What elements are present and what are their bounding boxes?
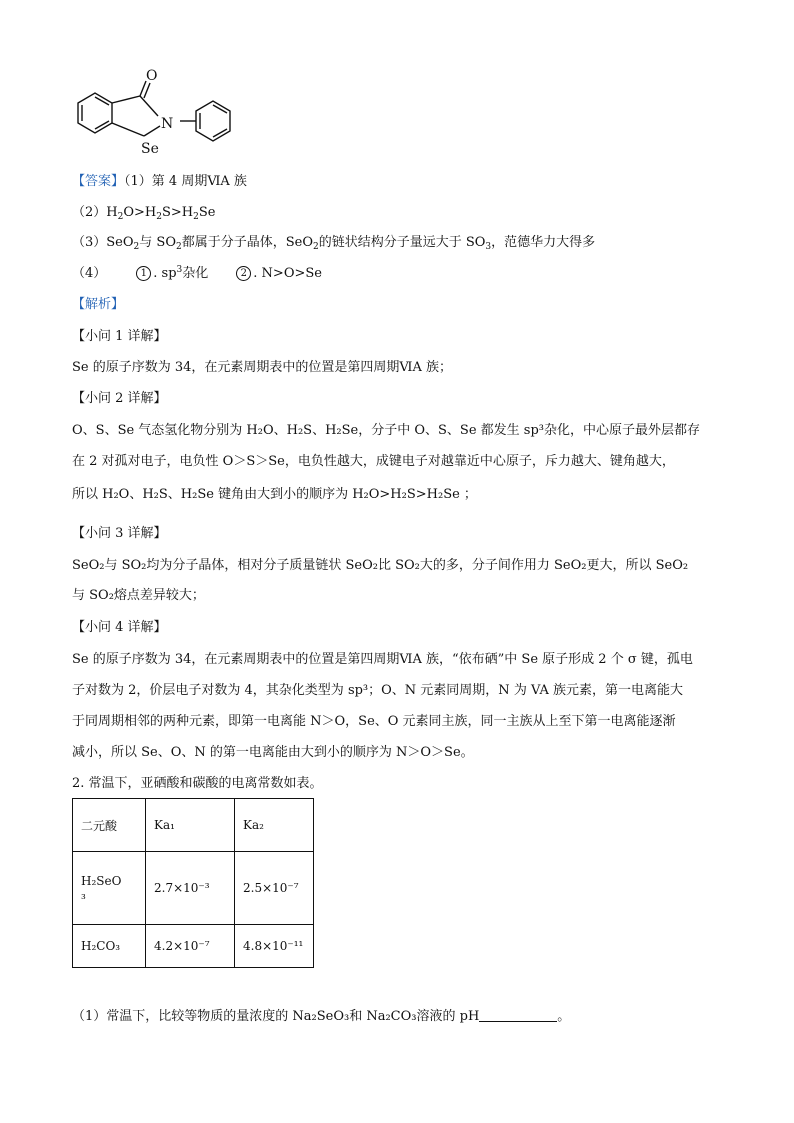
answer-line-1 — [72, 172, 247, 192]
answer-blank[interactable] — [479, 1007, 557, 1022]
oxygen-label: O — [146, 68, 158, 84]
table-cell-h2seo3-ka2: 2.5×10⁻⁷ — [235, 852, 314, 925]
table-header-ka1: Ka₁ — [146, 799, 235, 852]
table-cell-h2co3-ka1: 4.2×10⁻⁷ — [146, 925, 235, 968]
ionization-constant-table — [72, 798, 314, 968]
answer-line-2: $(2)H_2O>H_2S>H_2Se$ — [72, 205, 216, 222]
nitrogen-label: N — [161, 116, 174, 132]
sub2-heading: 【小问 2 详解】 — [72, 391, 167, 406]
sub3-heading: 【小问 3 详解】 — [72, 526, 167, 541]
sub4-line-1: Se 的原子序数为 34，在元素周期表中的位置是第四周期ⅥA 族，“依布硒”中 Se 原子形成 2 个 σ 键，孤电 — [72, 652, 693, 667]
answer-line-4: （4） 1 . $sp^3$杂化 2 . N>O>Se — [72, 265, 322, 281]
sub4-line-2: 子对数为 2，价层电子对数为 4，其杂化类型为 sp³；O、N 元素同周期，N 为 VA 族元素，第一电离能大 — [72, 683, 683, 698]
circled-number-1: 1 — [136, 266, 151, 281]
sub2-line-2: 在 2 对孤对电子，电负性 O＞S＞Se，电负性越大，成键电子对越靠近中心原子，斥力越大、键角越大， — [72, 454, 675, 469]
table-cell-h2seo3-ka1: 2.7×10⁻³ — [146, 852, 235, 925]
answer-line-3: （3）SeO$_2$与 $SO_2$都属于分子晶体，SeO$_2$的链状结构分子量远大于 $SO_3$，范德华力大得多 — [72, 235, 596, 252]
answer-tag: 【答案】 — [72, 174, 125, 189]
answer-q1: （1）第 4 周期ⅥA 族 — [124, 174, 247, 189]
sub3-line-1: SeO₂与 SO₂均为分子晶体，相对分子质量链状 SeO₂比 SO₂大的多，分子间作用力 SeO₂更大，所以 SeO₂ — [72, 558, 689, 573]
sub1-heading: 【小问 1 详解】 — [72, 329, 167, 344]
sub1-text: Se 的原子序数为 34，在元素周期表中的位置是第四周期ⅥA 族； — [72, 360, 453, 375]
sub3-line-2: 与 SO₂熔点差异较大； — [72, 588, 205, 603]
table-cell-h2co3-ka2: 4.8×10⁻¹¹ — [235, 925, 314, 968]
analysis-tag: 【解析】 — [72, 297, 125, 312]
table-cell-h2seo3: H₂SeO ₃ — [73, 852, 146, 925]
sub4-line-3: 于同周期相邻的两种元素，即第一电离能 N＞O，Se、O 元素同主族，同一主族从上至下第一电离能逐渐 — [72, 714, 676, 729]
question2-intro: 2. 常温下，亚硒酸和碳酸的电离常数如表。 — [72, 776, 323, 791]
table-header-ka2: Ka₂ — [235, 799, 314, 852]
table-header-acid: 二元酸 — [73, 799, 146, 852]
question2-sub1: （1）常温下，比较等物质的量浓度的 Na₂SeO₃和 Na₂CO₃溶液的 pH 。 — [72, 1009, 571, 1024]
circled-number-2: 2 — [236, 266, 251, 281]
sub2-line-3: 所以 H₂O、H₂S、H₂Se 键角由大到小的顺序为 H₂O>H₂S>H₂Se ； — [72, 487, 477, 502]
benzisoselenazolone-structure — [68, 66, 258, 161]
sub2-line-1: O、S、Se 气态氢化物分别为 H₂O、H₂S、H₂Se，分子中 O、S、Se 都发生 sp³杂化，中心原子最外层都存 — [72, 423, 700, 438]
table-cell-h2co3: H₂CO₃ — [73, 925, 146, 968]
sub4-line-4: 减小，所以 Se、O、N 的第一电离能由大到小的顺序为 N＞O＞Se。 — [72, 745, 474, 760]
selenium-label: Se — [141, 141, 159, 157]
sub4-heading: 【小问 4 详解】 — [72, 620, 167, 635]
